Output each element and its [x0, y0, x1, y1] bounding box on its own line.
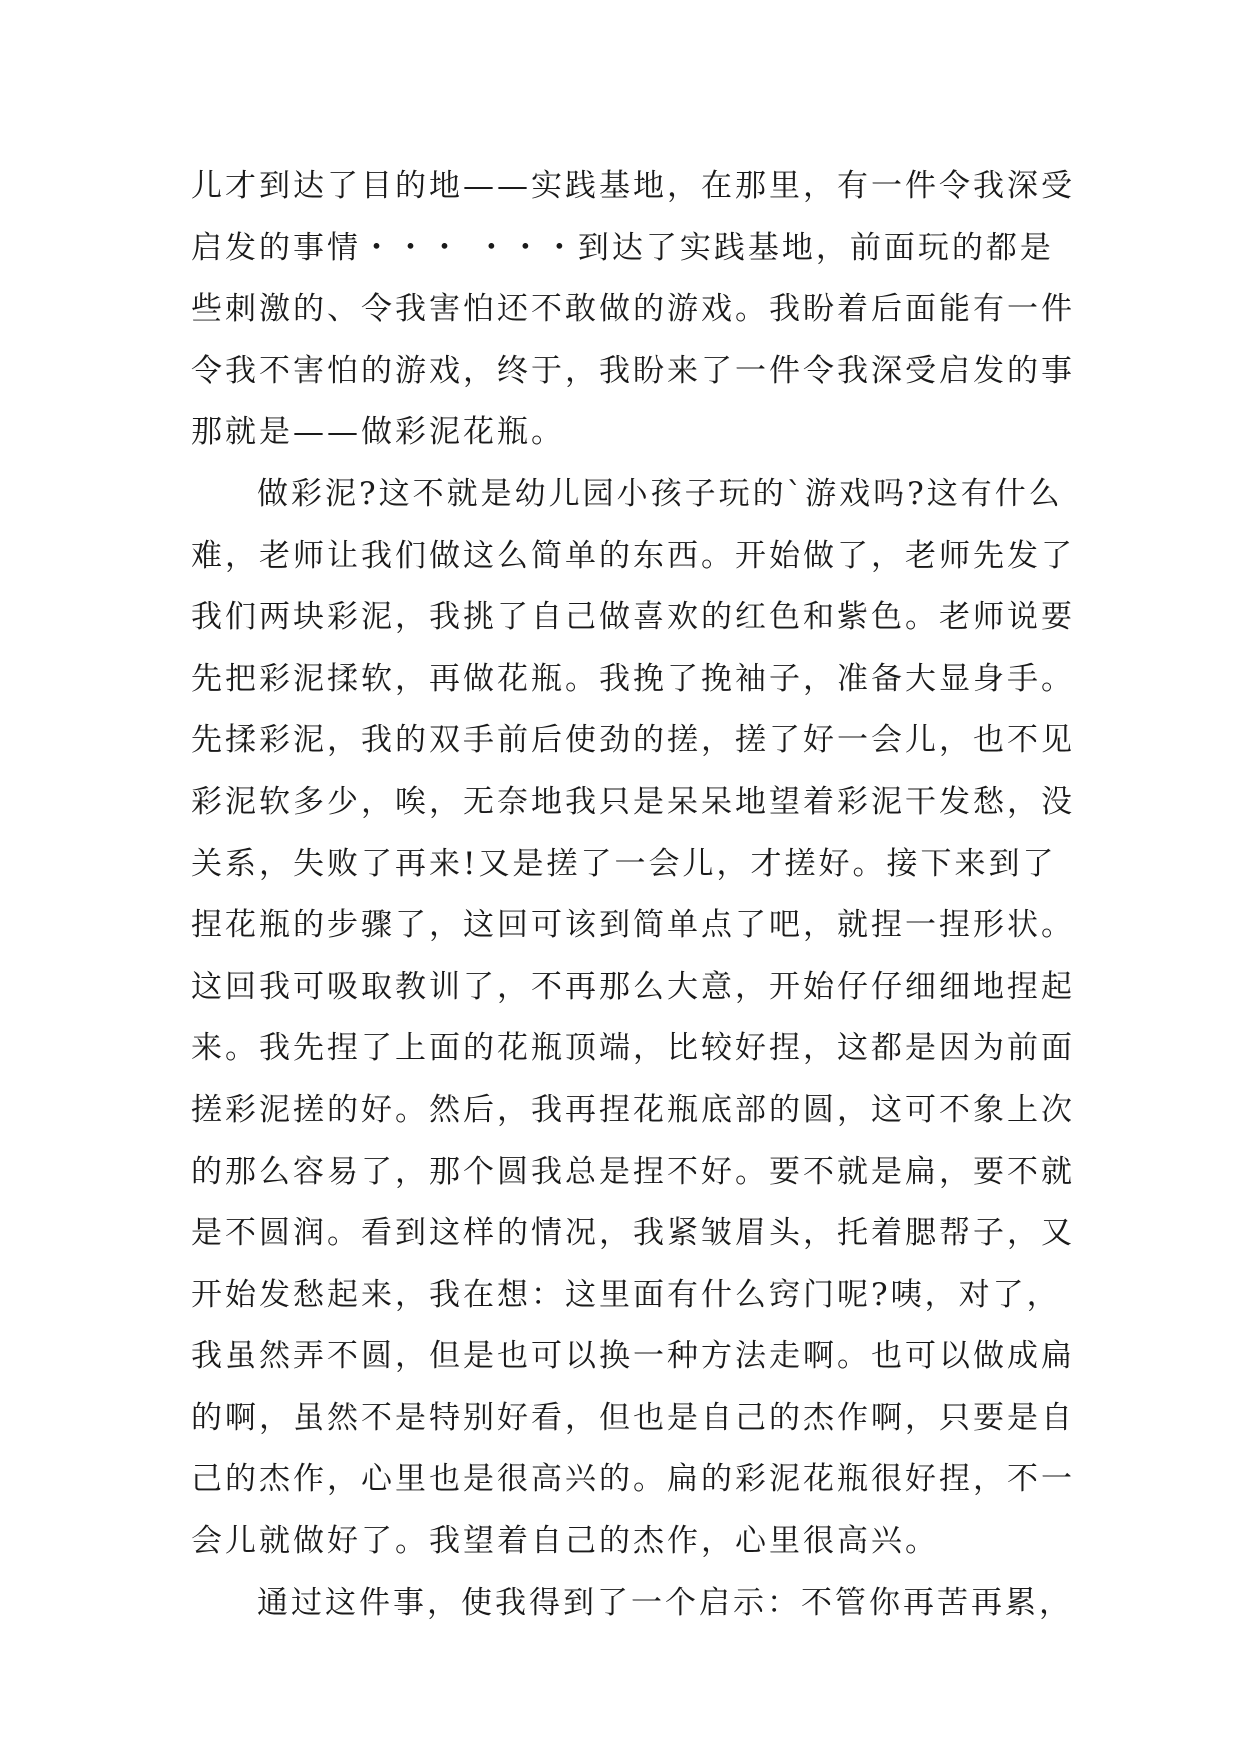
text-line: 我们两块彩泥，我挑了自己做喜欢的红色和紫色。老师说要 [191, 599, 1075, 636]
text-line: 捏花瓶的步骤了，这回可该到简单点了吧，就捏一捏形状。 [191, 907, 1075, 944]
text-line: 儿才到达了目的地——实践基地，在那里，有一件令我深受 [191, 168, 1075, 204]
text-line: 开始发愁起来，我在想：这里面有什么窍门呢?咦，对了， [191, 1276, 1061, 1313]
text-line: 些刺激的、令我害怕还不敢做的游戏。我盼着后面能有一件 [191, 291, 1075, 328]
text-line: 彩泥软多少，唉，无奈地我只是呆呆地望着彩泥干发愁，没 [191, 783, 1075, 820]
text-line: 关系，失败了再来!又是搓了一会儿，才搓好。接下来到了 [191, 845, 1057, 882]
text-line: 难，老师让我们做这么简单的东西。开始做了，老师先发了 [191, 537, 1075, 574]
paragraph [191, 464, 1075, 1573]
text-line: 令我不害怕的游戏，终于，我盼来了一件令我深受启发的事 [191, 352, 1075, 389]
text-line: 搓彩泥搓的好。然后，我再捏花瓶底部的圆，这可不象上次 [191, 1091, 1075, 1128]
text-line: 先揉彩泥，我的双手前后使劲的搓，搓了好一会儿，也不见 [191, 722, 1075, 759]
paragraph [191, 1573, 1073, 1635]
document-body [191, 156, 1075, 1634]
text-line: 的那么容易了，那个圆我总是捏不好。要不就是扁，要不就 [191, 1153, 1075, 1190]
text-line: 先把彩泥揉软，再做花瓶。我挽了挽袖子，准备大显身手。 [191, 660, 1075, 697]
text-line: 来。我先捏了上面的花瓶顶端，比较好捏，这都是因为前面 [191, 1030, 1075, 1067]
paragraph [191, 156, 1075, 464]
text-line: 我虽然弄不圆，但是也可以换一种方法走啊。也可以做成扁 [191, 1338, 1075, 1375]
text-line: 这回我可吸取教训了，不再那么大意，开始仔仔细细地捏起 [191, 968, 1075, 1005]
text-line: 己的杰作，心里也是很高兴的。扁的彩泥花瓶很好捏，不一 [191, 1461, 1075, 1498]
text-line: 会儿就做好了。我望着自己的杰作，心里很高兴。 [191, 1523, 939, 1560]
text-line: 是不圆润。看到这样的情况，我紧皱眉头，托着腮帮子，又 [191, 1215, 1075, 1252]
text-line: 那就是——做彩泥花瓶。 [191, 414, 565, 451]
text-line: 启发的事情・・・ ・・・到达了实践基地，前面玩的都是 [191, 229, 1054, 266]
text-line: 做彩泥?这不就是幼儿园小孩子玩的`游戏吗?这有什么 [257, 475, 1063, 512]
text-line: 的啊，虽然不是特别好看，但也是自己的杰作啊，只要是自 [191, 1399, 1075, 1436]
text-line: 通过这件事，使我得到了一个启示：不管你再苦再累， [257, 1584, 1073, 1621]
